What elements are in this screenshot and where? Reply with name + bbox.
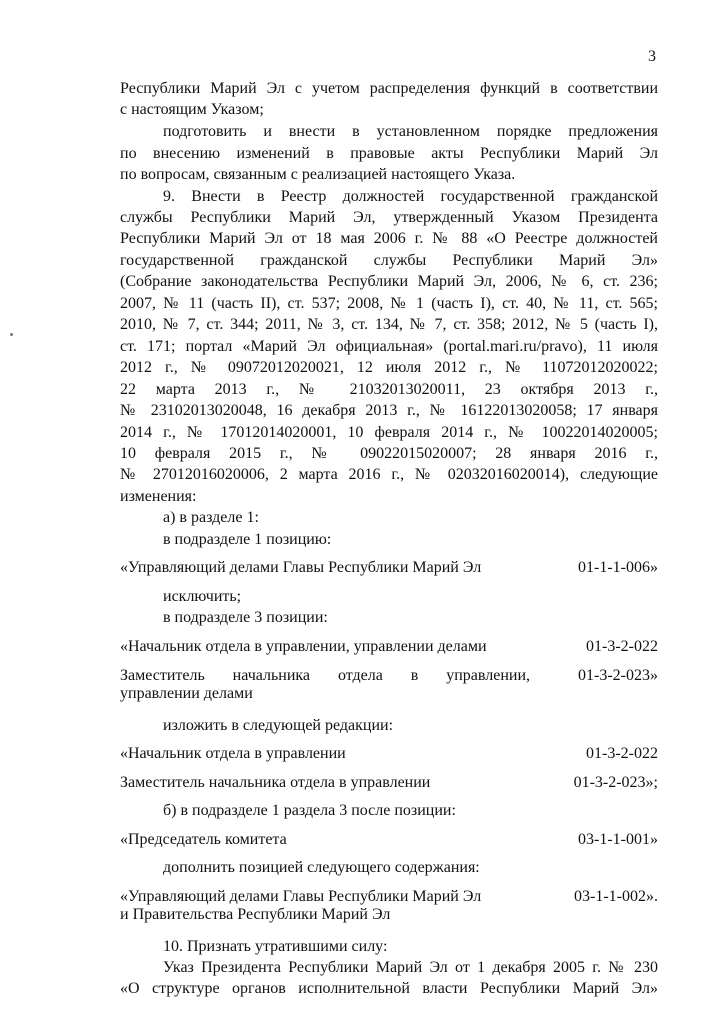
text-line: государственной гражданской службы Республики Марий Эл»	[120, 252, 658, 269]
text-line: № 23102013020048, 16 декабря 2013 г., № 16122013020058; 17 января	[120, 402, 658, 419]
text-line: службы Республики Марий Эл, утвержденный Указом Президента	[120, 209, 658, 226]
position-title: «Начальник отдела в управлении	[120, 745, 346, 762]
position-title-line: и Правительства Республики Марий Эл	[120, 906, 391, 923]
text-line: 10 февраля 2015 г., № 09022015020007; 28 января 2016 г.,	[120, 445, 658, 462]
text-line: в подразделе 3 позиции:	[163, 609, 328, 626]
text-line: а) в разделе 1:	[163, 509, 259, 526]
text-line: 2014 г., № 17012014020001, 10 февраля 2014 г., № 10022014020005;	[120, 424, 658, 441]
text-line: 2012 г., № 09072012020021, 12 июля 2012 г., № 11072012020022;	[120, 359, 658, 376]
text-line: 10. Признать утратившими силу:	[163, 938, 388, 955]
position-code: 01-3-2-022	[586, 638, 658, 655]
position-code: 01-1-1-006»	[578, 559, 658, 576]
position-title: Заместитель начальника отдела в управлении	[120, 774, 431, 791]
text-line: № 27012016020006, 2 марта 2016 г., № 02032016020014), следующие	[120, 466, 658, 483]
text-line: в подразделе 1 позицию:	[163, 531, 332, 548]
text-line: Республики Марий Эл от 18 мая 2006 г. № 88 «О Реестре должностей	[120, 230, 658, 247]
text-line: изложить в следующей редакции:	[163, 717, 394, 734]
text-line: (Собрание законодательства Республики Марий Эл, 2006, № 6, ст. 236;	[120, 273, 658, 290]
position-code: 01-3-2-023»	[578, 667, 658, 684]
position-code: 03-1-1-002».	[574, 888, 658, 905]
text-line: б) в подразделе 1 раздела 3 после позиции:	[163, 802, 456, 819]
text-line: изменения:	[120, 488, 197, 505]
text-line: «О структуре органов исполнительной власти Республики Марий Эл»	[120, 980, 658, 997]
scan-speck	[10, 333, 13, 336]
position-title: «Председатель комитета	[120, 831, 287, 848]
position-code: 01-3-2-022	[586, 745, 658, 762]
position-title: «Начальник отдела в управлении, управлении делами	[120, 638, 487, 655]
text-line: по внесению изменений в правовые акты Республики Марий Эл	[120, 145, 658, 162]
text-line: 2007, № 11 (часть II), ст. 537; 2008, № 1 (часть I), ст. 40, № 11, ст. 565;	[120, 295, 658, 312]
text-line: Указ Президента Республики Марий Эл от 1 декабря 2005 г. № 230	[163, 959, 658, 976]
text-line: ст. 171; портал «Марий Эл официальная» (portal.mari.ru/pravo), 11 июля	[120, 338, 658, 355]
text-line: подготовить и внести в установленном порядке предложения	[163, 123, 658, 140]
position-title-line: Заместитель начальника отдела в управлении,	[120, 667, 530, 684]
position-title-line: управлении делами	[120, 685, 253, 702]
text-line: 9. Внести в Реестр должностей государственной гражданской	[163, 188, 658, 205]
position-code: 03-1-1-001»	[578, 831, 658, 848]
position-code: 01-3-2-023»;	[573, 774, 658, 791]
text-line: по вопросам, связанным с реализацией настоящего Указа.	[120, 166, 516, 183]
text-line: с настоящим Указом;	[120, 101, 264, 118]
text-line: 2010, № 7, ст. 344; 2011, № 3, ст. 134, № 7, ст. 358; 2012, № 5 (часть I),	[120, 316, 658, 333]
text-line: исключить;	[163, 588, 242, 605]
position-title: «Управляющий делами Главы Республики Марий Эл	[120, 559, 482, 576]
text-line: Республики Марий Эл с учетом распределения функций в соответствии	[120, 80, 658, 97]
page-number: 3	[648, 48, 656, 65]
position-title-line: «Управляющий делами Главы Республики Марий Эл	[120, 888, 482, 905]
text-line: 22 марта 2013 г., № 21032013020011, 23 октября 2013 г.,	[120, 381, 658, 398]
text-line: дополнить позицией следующего содержания:	[163, 859, 480, 876]
